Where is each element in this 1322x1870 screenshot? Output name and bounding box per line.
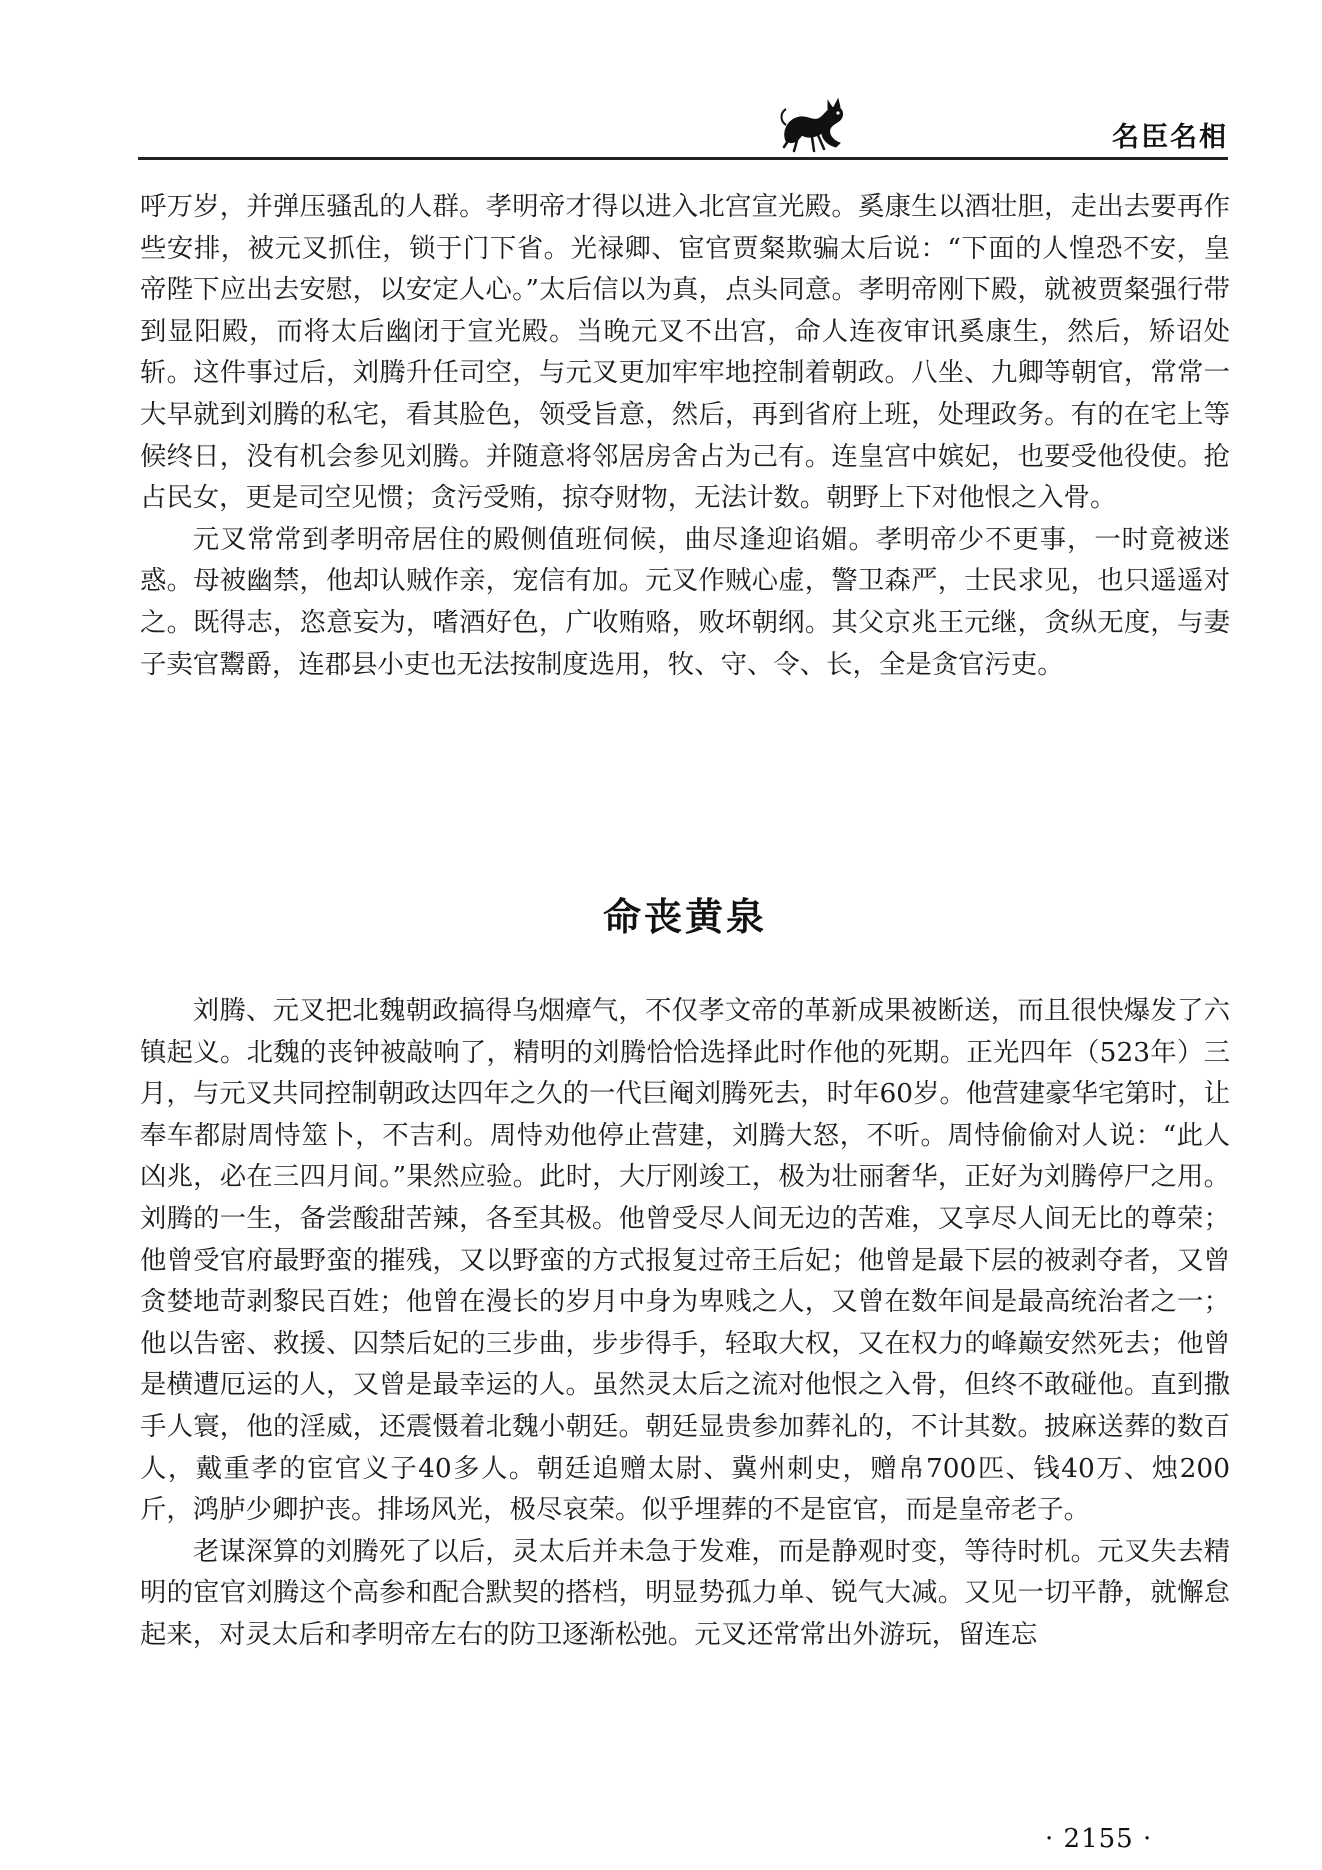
section-heading: 命丧黄泉 — [602, 895, 767, 939]
page-number: · 2155 · — [1045, 1824, 1153, 1854]
running-header-title: 名臣名相 — [1112, 122, 1228, 153]
running-header — [138, 95, 1228, 165]
paragraph: 元叉常常到孝明帝居住的殿侧值班伺候，曲尽逢迎谄媚。孝明帝少不更事，一时竟被迷惑。母被幽禁，他却认贼作亲，宠信有加。元叉作贼心虚，警卫森严，士民求见，也只遥遥对之。既得志，恣意妄为，嗜酒好色，广收贿赂，败坏朝纲。其父京兆王元继，贪纵无度，与妻子卖官鬻爵，连郡县小吏也无法按制度选用，牧、守、令、长，全是贪官污吏。 — [140, 523, 1230, 680]
paragraph: 刘腾、元叉把北魏朝政搞得乌烟瘴气，不仅孝文帝的革新成果被断送，而且很快爆发了六镇起义。北魏的丧钟被敲响了，精明的刘腾恰恰选择此时作他的死期。正光四年（523年）三月，与元叉共同控制朝政达四年之久的一代巨阉刘腾死去，时年60岁。他营建豪华宅第时，让奉车都尉周恃筮卜，不吉利。周恃劝他停止营建，刘腾大怒，不听。周恃偷偷对人说：“此人凶兆，必在三四月间。”果然应验。此时，大厅刚竣工，极为壮丽奢华，正好为刘腾停尸之用。刘腾的一生，备尝酸甜苦辣，各至其极。他曾受尽人间无边的苦难，又享尽人间无比的尊荣；他曾受官府最野蛮的摧残，又以野蛮的方式报复过帝王后妃；他曾是最下层的被剥夺者，又曾贪婪地苛剥黎民百姓；他曾在漫长的岁月中身为卑贱之人，又曾在数年间是最高统治者之一；他以告密、救援、囚禁后妃的三步曲，步步得手，轻取大权，又在权力的峰巅安然死去；他曾是横遭厄运的人，又曾是最幸运的人。虽然灵太后之流对他恨之入骨，但终不敢碰他。直到撒手人寰，他的淫威，还震慑着北魏小朝廷。朝廷显贵参加葬礼的，不计其数。披麻送葬的数百人，戴重孝的宦官义子40多人。朝廷追赠太尉、冀州刺史，赠帛700匹、钱40万、烛200斤，鸿胪少卿护丧。排场风光，极尽哀荣。似乎埋葬的不是宦官，而是皇帝老子。 — [140, 995, 1230, 1526]
header-rule — [138, 157, 1228, 160]
section-2-body — [140, 990, 1230, 1656]
paragraph: 呼万岁，并弹压骚乱的人群。孝明帝才得以进入北宫宣光殿。奚康生以酒壮胆，走出去要再作些安排，被元叉抓住，锁于门下省。光禄卿、宦官贾粲欺骗太后说：“下面的人惶恐不安，皇帝陛下应出去安慰，以安定人心。”太后信以为真，点头同意。孝明帝刚下殿，就被贾粲强行带到显阳殿，而将太后幽闭于宣光殿。当晚元叉不出宫，命人连夜审讯奚康生，然后，矫诏处斩。这件事过后，刘腾升任司空，与元叉更加牢牢地控制着朝政。八坐、九卿等朝官，常常一大早就到刘腾的私宅，看其脸色，领受旨意，然后，再到省府上班，处理政务。有的在宅上等候终日，没有机会参见刘腾。并随意将邻居房舍占为己有。连皇宫中嫔妃，也要受他役使。抢占民女，更是司空见惯；贪污受贿，掠夺财物，无法计数。朝野上下对他恨之入骨。 — [140, 191, 1230, 514]
section-1-body — [140, 186, 1230, 685]
paragraph: 老谋深算的刘腾死了以后，灵太后并未急于发难，而是静观时变，等待时机。元叉失去精明的宦官刘腾这个高参和配合默契的搭档，明显势孤力单、锐气大减。又见一切平静，就懈怠起来，对灵太后和孝明帝左右的防卫逐渐松弛。元叉还常常出外游玩，留连忘 — [140, 1535, 1230, 1650]
dragon-emblem-icon — [778, 95, 848, 157]
